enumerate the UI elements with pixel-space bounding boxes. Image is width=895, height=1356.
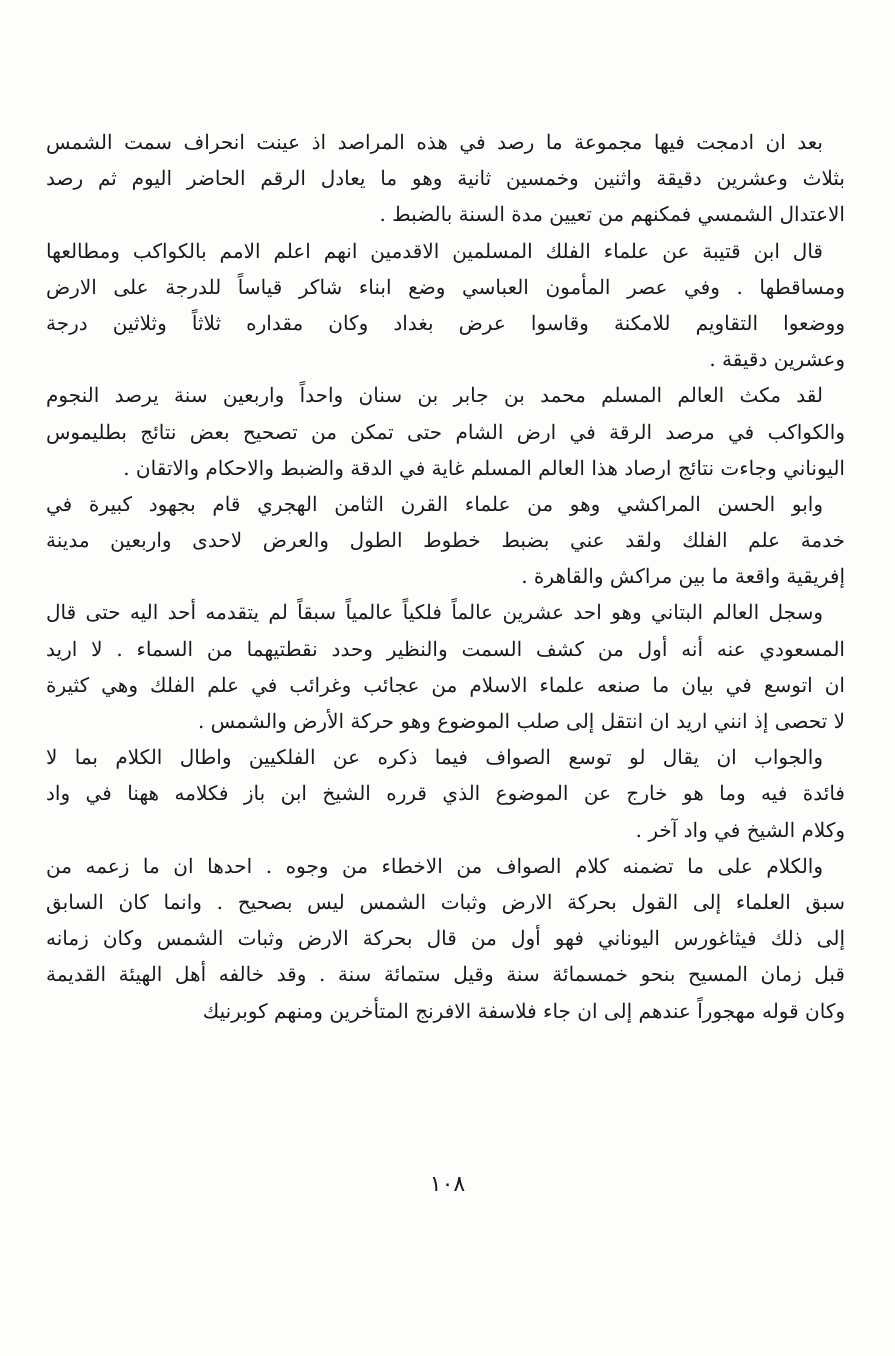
paragraph — [46, 594, 845, 739]
text-line: ان اتوسع في بيان ما صنعه علماء الاسلام من عجائب وغرائب في علم الفلك وهي كثيرة — [46, 672, 845, 697]
text-line: بثلاث وعشرين دقيقة واثنين وخمسين ثانية وهو ما يعادل الرقم الحاضر اليوم ثم رصد — [46, 166, 845, 191]
page-number: ١٠٨ — [429, 1172, 466, 1197]
text-line: إفريقية واقعة ما بين مراكش والقاهرة . — [521, 564, 845, 589]
paragraph — [46, 377, 845, 486]
body-text — [46, 124, 845, 1029]
text-line: المسعودي عنه أنه أول من كشف السمت والنظير وحدد نقطتيهما من السماء . لا اريد — [46, 636, 845, 661]
text-line: قال ابن قتيبة عن علماء الفلك المسلمين الاقدمين انهم اعلم الامم بالكواكب ومطالعها — [46, 238, 823, 263]
text-line: والكلام على ما تضمنه كلام الصواف من الاخطاء من وجوه . احدها ان ما زعمه من — [46, 853, 823, 878]
paragraph — [46, 233, 845, 378]
text-line: وعشرين دقيقة . — [709, 347, 845, 372]
text-line: والجواب ان يقال لو توسع الصواف فيما ذكره عن الفلكيين واطال الكلام بما لا — [46, 745, 823, 770]
text-line: اليوناني وجاءت نتائج ارصاد هذا العالم المسلم غاية في الدقة والضبط والاحكام والاتقان . — [123, 455, 845, 480]
paragraph — [46, 486, 845, 595]
text-line: وابو الحسن المراكشي وهو من علماء القرن الثامن الهجري قام بجهود كبيرة في — [46, 491, 823, 516]
text-line: ومساقطها . وفي عصر المأمون العباسي وضع ابناء شاكر قياساً للدرجة على الارض — [46, 274, 845, 299]
text-line: فائدة فيه وما هو خارج عن الموضوع الذي قرره الشيخ ابن باز فكلامه ههنا في واد — [46, 781, 845, 806]
text-line: وكلام الشيخ في واد آخر . — [635, 817, 845, 842]
text-line: بعد ان ادمجت فيها مجموعة ما رصد في هذه المراصد اذ عينت انحراف سمت الشمس — [46, 130, 823, 154]
paragraph — [46, 739, 845, 848]
text-line: الاعتدال الشمسي فمكنهم من تعيين مدة السنة بالضبط . — [379, 202, 845, 227]
text-line: والكواكب في مرصد الرقة في ارض الشام حتى تمكن من تصحيح بعض نتائج بطليموس — [46, 419, 845, 444]
text-line: لا تحصى إذ انني اريد ان انتقل إلى صلب الموضوع وهو حركة الأرض والشمس . — [197, 709, 845, 733]
text-line: لقد مكث العالم المسلم محمد بن جابر بن سنان واحداً واربعين سنة يرصد النجوم — [46, 383, 823, 408]
text-line: إلى ذلك فيثاغورس اليوناني فهو أول من قال بحركة الارض وثبات الشمس وكان زمانه — [46, 926, 845, 951]
paragraph — [46, 848, 845, 1029]
text-line: وسجل العالم البتاني وهو احد عشرين عالماً فلكياً عالمياً سبقاً لم يتقدمه أحد اليه حتى قال — [46, 600, 823, 625]
text-line: ووضعوا التقاويم للامكنة وقاسوا عرض بغداد وكان مقداره ثلاثاً وثلاثين درجة — [46, 310, 845, 335]
text-line: قبل زمان المسيح بنحو خمسمائة سنة وقيل ستمائة سنة . وقد خالفه أهل الهيئة القديمة — [46, 962, 845, 987]
text-line: سبق العلماء إلى القول بحركة الارض وثبات الشمس ليس بصحيح . وانما كان السابق — [46, 889, 845, 914]
text-line: وكان قوله مهجوراً عندهم إلى ان جاء فلاسفة الافرنج المتأخرين ومنهم كوبرنيك — [202, 998, 845, 1023]
text-line: خدمة علم الفلك ولقد عني بضبط خطوط الطول والعرض لاحدى واربعين مدينة — [46, 528, 845, 553]
paragraph — [46, 124, 845, 233]
